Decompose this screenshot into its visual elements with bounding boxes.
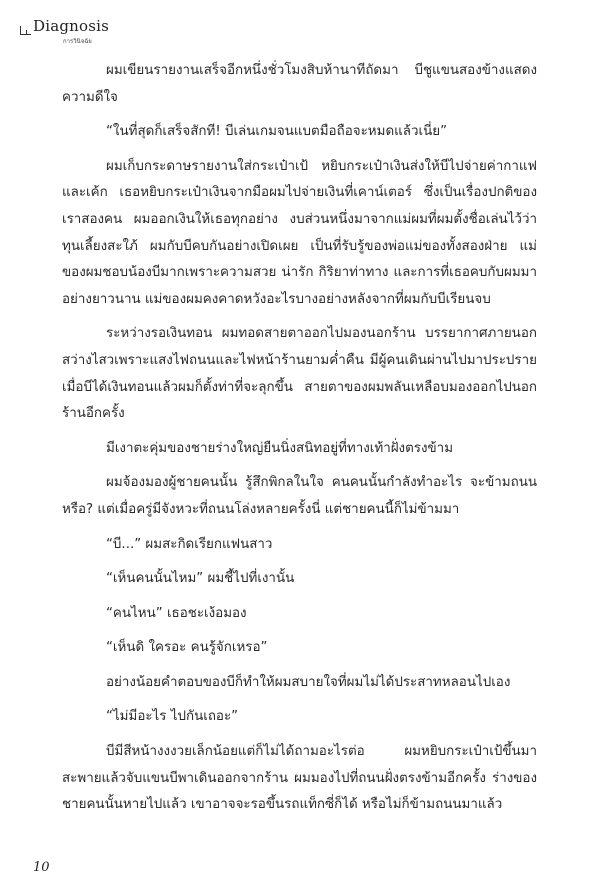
paragraph: “เห็นดิ ใครอะ คนรู้จักเหรอ” <box>106 640 268 656</box>
paragraph: ผมเขียนรายงานเสร็จอีกหนึ่งชั่วโมงสิบห้านาทีถัดมา บีชูแขนสองข้างแสดงความดีใจ <box>62 63 537 105</box>
logo-subtitle: การวินิจฉัย <box>63 38 92 45</box>
paragraph: ผมเก็บกระดาษรายงานใส่กระเป๋าเป้ หยิบกระเป๋าเงินส่งให้บีไปจ่ายค่ากาแฟและเค้ก เธอหยิบกระเป๋าเงินจากมือผมไปจ่ายเงินที่เคาน์เตอร์ ซึ่งเป็นเรื่องปกติของเราสองคน ผมออกเงินให้เธอทุกอย่าง งบส่วนหนึ่งมาจากแม่ผมที่ผมตั้งชื่อเล่นไว้ว่าทุนเลี้ยงสะใภ้ ผมกับบีคบกันอย่างเปิดเผย เป็นที่รับรู้ของพ่อแม่ของทั้งสองฝ่าย แม่ของผมชอบน้องบีมากเพราะความสวย น่ารัก กิริยาท่าทาง และการที่เธอคบกับผมมาอย่างยาวนาน แม่ของผมคงคาดหวังอะไรบางอย่างหลังจากที่ผมกับบีเรียนจบ <box>62 158 537 307</box>
paragraph: “ในที่สุดก็เสร็จสักที! บีเล่นเกมจนแบตมือถือจะหมดแล้วเนี่ย” <box>106 124 448 140</box>
paragraph: “คนไหน” เธอชะเง้อมอง <box>106 605 247 621</box>
paragraph: “บี...” ผมสะกิดเรียกแฟนสาว <box>106 536 273 552</box>
paragraph: บีมีสีหน้างงงวยเล็กน้อยแต่ก็ไม่ได้ถามอะไรต่อ ผมหยิบกระเป๋าเป้ขึ้นมาสะพายแล้วจับแขนบีพาเดินออกจากร้าน ผมมองไปที่ถนนฝั่งตรงข้ามอีกครั้ง ร่างของชายคนนั้นหายไปแล้ว เขาอาจจะรอขึ้นรถแท็กซี่ก็ได้ หรือไม่ก็ข้ามถนนมาแล้ว <box>62 744 537 813</box>
paragraph: “เห็นคนนั้นไหม” ผมชี้ไปที่เงานั้น <box>106 571 295 587</box>
paragraph: “ไม่มีอะไร ไปกันเถอะ” <box>106 709 239 725</box>
paragraph: มีเงาตะคุ่มของชายร่างใหญ่ยืนนิ่งสนิทอยู่ที่ทางเท้าฝั่งตรงข้าม <box>106 440 454 456</box>
logo-title: Diagnosis <box>33 17 110 35</box>
paragraph: ระหว่างรอเงินทอน ผมทอดสายตาออกไปมองนอกร้าน บรรยากาศภายนอกสว่างไสวเพราะแสงไฟถนนและไฟหน้าร้านยามค่ำคืน มีผู้คนเดินผ่านไปมาประปราย เมื่อบีได้เงินทอนแล้วผมก็ตั้งท่าที่จะลุกขึ้น สายตาของผมพลันเหลือบมองออกไปนอกร้านอีกครั้ง <box>62 326 537 422</box>
chapter-body <box>62 58 537 827</box>
logo-corner-mark-inner <box>26 30 33 34</box>
diagnosis-logo <box>20 8 110 45</box>
paragraph: อย่างน้อยคำตอบของบีก็ทำให้ผมสบายใจที่ผมไม่ได้ประสาทหลอนไปเอง <box>106 674 511 690</box>
page-number: 10 <box>33 860 50 875</box>
paragraph: ผมจ้องมองผู้ชายคนนั้น รู้สึกพิกลในใจ คนคนนั้นกำลังทำอะไร จะข้ามถนนหรือ? แต่เมื่อครู่มีจังหวะที่ถนนโล่งหลายครั้งนี่ แต่ชายคนนี้ก็ไม่ข้ามมา <box>62 475 537 517</box>
